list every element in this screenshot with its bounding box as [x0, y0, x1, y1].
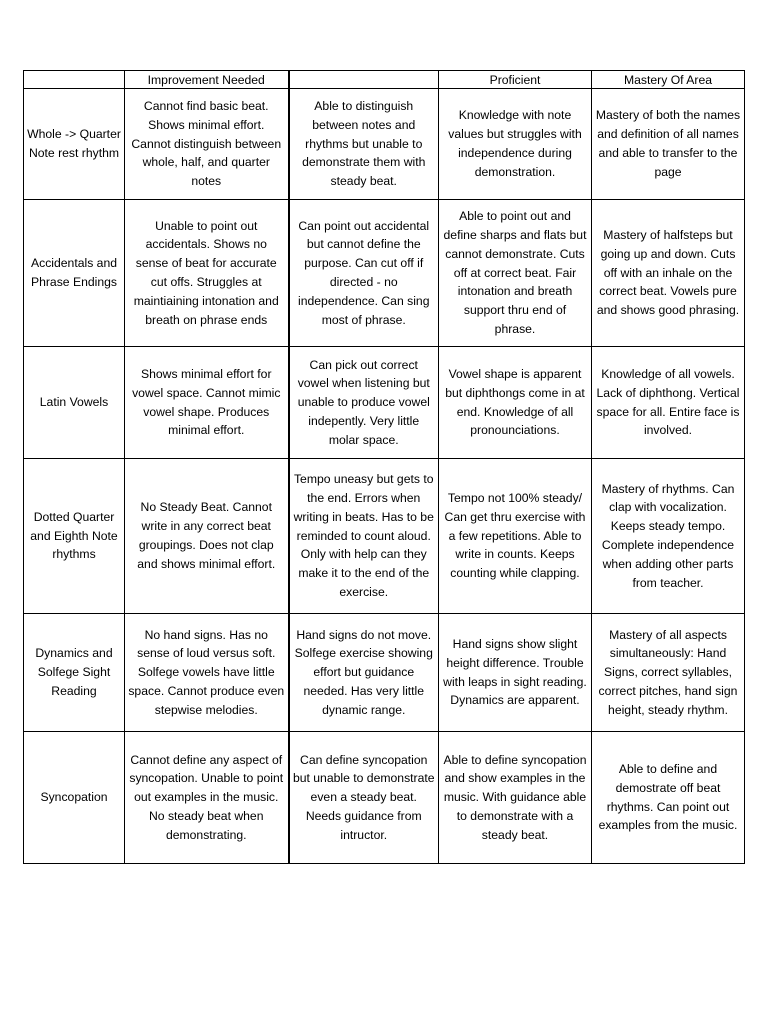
category-cell: Syncopation [24, 732, 125, 864]
rubric-cell: No Steady Beat. Cannot write in any correct beat groupings. Does not clap and shows minimal effort. [125, 459, 289, 614]
rubric-cell: Mastery of rhythms. Can clap with vocalization. Keeps steady tempo. Complete independence when adding other parts from teacher. [592, 459, 745, 614]
table-row [24, 347, 745, 459]
rubric-cell: Cannot find basic beat. Shows minimal effort. Cannot distinguish between whole, half, and quarter notes [125, 89, 289, 200]
rubric-table [23, 70, 745, 864]
header-cell-proficient: Proficient [439, 71, 592, 89]
table-row [24, 89, 745, 200]
rubric-cell: Cannot define any aspect of syncopation. Unable to point out examples in the music. No steady beat when demonstrating. [125, 732, 289, 864]
rubric-cell: Knowledge with note values but struggles with independence during demonstration. [439, 89, 592, 200]
rubric-cell: Able to point out and define sharps and flats but cannot demonstrate. Cuts off at correct beat. Fair intonation and breath support thru end of phrase. [439, 200, 592, 347]
header-row [24, 71, 745, 89]
category-cell: Latin Vowels [24, 347, 125, 459]
rubric-cell: Can point out accidental but cannot define the purpose. Can cut off if directed - no independence. Can sing most of phrase. [289, 200, 439, 347]
rubric-cell: Shows minimal effort for vowel space. Cannot mimic vowel shape. Produces minimal effort. [125, 347, 289, 459]
header-cell-mastery: Mastery Of Area [592, 71, 745, 89]
rubric-cell: Mastery of all aspects simultaneously: Hand Signs, correct syllables, correct pitches, hand sign height, steady rhythm. [592, 614, 745, 732]
table-row [24, 200, 745, 347]
rubric-cell: Able to define syncopation and show examples in the music. With guidance able to demonstrate with a steady beat. [439, 732, 592, 864]
table-row [24, 459, 745, 614]
rubric-cell: Can pick out correct vowel when listening but unable to produce vowel indepently. Very little molar space. [289, 347, 439, 459]
rubric-cell: Vowel shape is apparent but diphthongs come in at end. Knowledge of all pronounciations. [439, 347, 592, 459]
rubric-cell: Unable to point out accidentals. Shows no sense of beat for accurate cut offs. Struggles at maintiaining intonation and breath on phrase ends [125, 200, 289, 347]
rubric-cell: Able to distinguish between notes and rhythms but unable to demonstrate them with steady beat. [289, 89, 439, 200]
category-cell: Accidentals and Phrase Endings [24, 200, 125, 347]
rubric-cell: Mastery of both the names and definition of all names and able to transfer to the page [592, 89, 745, 200]
rubric-cell: Mastery of halfsteps but going up and down. Cuts off with an inhale on the correct beat. Vowels pure and shows good phrasing. [592, 200, 745, 347]
category-cell: Dynamics and Solfege Sight Reading [24, 614, 125, 732]
category-cell: Whole -> Quarter Note rest rhythm [24, 89, 125, 200]
rubric-cell: Can define syncopation but unable to demonstrate even a steady beat. Needs guidance from intructor. [289, 732, 439, 864]
rubric-cell: Tempo uneasy but gets to the end. Errors when writing in beats. Has to be reminded to count aloud. Only with help can they make it to the end of the exercise. [289, 459, 439, 614]
table-row [24, 732, 745, 864]
rubric-cell: Hand signs show slight height difference. Trouble with leaps in sight reading. Dynamics are apparent. [439, 614, 592, 732]
category-cell: Dotted Quarter and Eighth Note rhythms [24, 459, 125, 614]
header-cell-category [24, 71, 125, 89]
rubric-cell: No hand signs. Has no sense of loud versus soft. Solfege vowels have little space. Cannot produce even stepwise melodies. [125, 614, 289, 732]
rubric-cell: Able to define and demostrate off beat rhythms. Can point out examples from the music. [592, 732, 745, 864]
table-row [24, 614, 745, 732]
rubric-cell: Tempo not 100% steady/ Can get thru exercise with a few repetitions. Able to write in counts. Keeps counting while clapping. [439, 459, 592, 614]
rubric-cell: Knowledge of all vowels. Lack of diphthong. Vertical space for all. Entire face is involved. [592, 347, 745, 459]
rubric-cell: Hand signs do not move. Solfege exercise showing effort but guidance needed. Has very little dynamic range. [289, 614, 439, 732]
header-cell-blank [289, 71, 439, 89]
header-cell-improvement-needed: Improvement Needed [125, 71, 289, 89]
